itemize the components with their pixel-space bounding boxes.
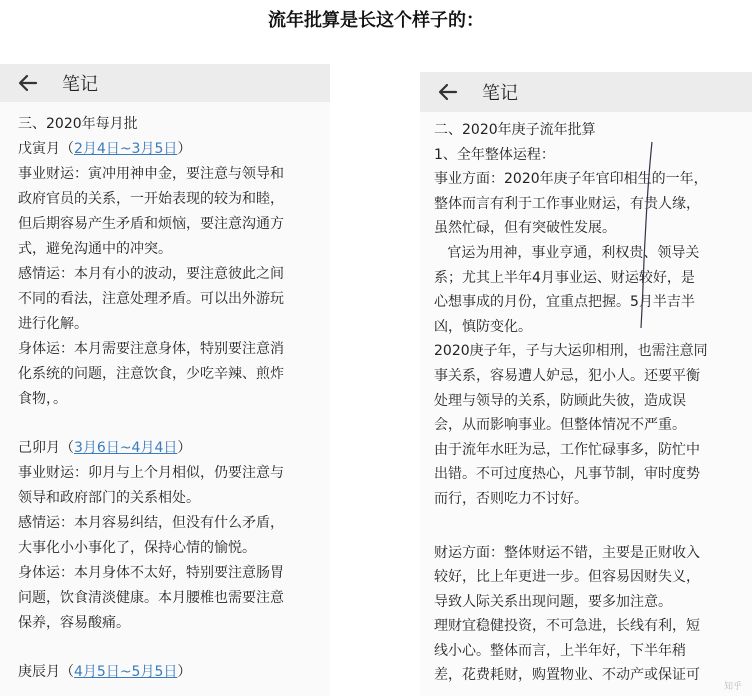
page-heading: 流年批算是长这个样子的： [268,10,484,31]
text-line: 官运为用神，事业亨通，利权贵、领导关 [434,244,700,261]
text-line: 事业财运：寅冲用神申金，要注意与领导和 [18,166,284,182]
watermark: 知乎 [723,682,742,692]
text-line: 虽然忙碌，但有突破性发展。 [434,220,616,237]
text-line: 化系统的问题，注意饮食，少吃辛辣、煎炸 [18,366,284,382]
text-line: 财运方面：整体财运不错，主要是正财收入 [434,544,700,561]
text-line: 事关系，容易遭人妒忌，犯小人。还要平衡 [434,367,700,384]
text-line: 事业财运：卯月与上个月相似，仍要注意与 [18,465,284,481]
text-line: 由于流年水旺为忌，工作忙碌事多，防忙中 [434,441,700,458]
month-header: 戊寅月（2月4日~3月5日） [18,141,192,157]
text-line: 感情运：本月容易纠结，但没有什么矛盾， [18,515,284,531]
right-note-content [420,112,752,688]
text-line: 凶，慎防变化。 [434,318,532,335]
text-line: 保养，容易酸痛。 [18,615,130,631]
text-line: 食物，。 [18,391,67,407]
text-line: 但后期容易产生矛盾和烦恼，要注意沟通方 [18,216,284,232]
left-app-bar [0,64,330,102]
text-line: 式，避免沟通中的冲突。 [18,241,172,257]
text-line: 差，花费耗财，购置物业、不动产或保证可 [434,667,700,684]
right-note-title: 笔记 [482,83,518,104]
date-range-link[interactable]: 2月4日~3月5日 [74,141,178,157]
text-line: 线小心。整体而言，上半年好，下半年稍 [434,642,686,659]
spacer [18,412,330,436]
right-app-bar [420,72,752,112]
left-note-panel [0,64,330,696]
text-line: 会，从而影响事业。但整体情况不严重。 [434,417,686,434]
spacer [434,512,752,541]
date-range-link[interactable]: 3月6日~4月4日 [74,440,178,456]
text-line: 事业方面：2020年庚子年官印相生的一年， [434,171,708,188]
section-heading: 三、2020年每月批 [18,116,138,132]
text-line: 2020庚子年，子与大运卯相刑，也需注意同 [434,343,708,360]
text-line: 系；尤其上半年4月事业运、财运较好，是 [434,269,695,286]
month-header: 庚辰月（4月5日~5月5日） [18,664,192,680]
text-line: 身体运：本月需要注意身体，特别要注意消 [18,341,284,357]
text-line: 较好，比上年更进一步。但容易因财失义， [434,569,700,586]
text-line: 心想事成的月份，宜重点把握。5月半吉半 [434,294,695,311]
date-range-link[interactable]: 4月5日~5月5日 [74,664,178,680]
text-line: 感情运：本月有小的波动，要注意彼此之间 [18,266,284,282]
pen-mark-icon [630,140,660,330]
back-arrow-icon[interactable] [16,69,44,97]
text-line: 身体运：本月身体不太好，特别要注意肠胃 [18,565,284,581]
text-line: 领导和政府部门的关系相处。 [18,490,200,506]
text-line: 理财宜稳健投资，不可急进，长线有利，短 [434,618,700,635]
text-line: 出错。不可过度热心，凡事节制，审时度势 [434,466,700,483]
text-line: 问题，饮食清淡健康。本月腰椎也需要注意 [18,590,284,606]
right-note-panel [420,72,752,696]
month-header: 己卯月（3月6日~4月4日） [18,440,192,456]
text-line: 二、2020年庚子流年批算 [434,122,596,138]
left-note-content [0,102,330,685]
text-line: 1、全年整体运程： [434,146,555,163]
text-line: 而行，否则吃力不讨好。 [434,490,588,507]
spacer [18,636,330,660]
text-line: 处理与领导的关系，防顾此失彼，造成误 [434,392,686,409]
text-line: 进行化解。 [18,316,88,332]
text-line: 政府官员的关系，一开始表现的较为和睦， [18,191,284,207]
left-note-title: 笔记 [62,74,98,95]
text-line: 导致人际关系出现问题，要多加注意。 [434,593,672,610]
text-line: 整体而言有利于工作事业财运，有贵人缘， [434,195,700,212]
text-line: 不同的看法，注意处理矛盾。可以出外游玩 [18,291,284,307]
back-arrow-icon[interactable] [436,78,464,106]
text-line: 大事化小小事化了，保持心情的愉悦。 [18,540,256,556]
